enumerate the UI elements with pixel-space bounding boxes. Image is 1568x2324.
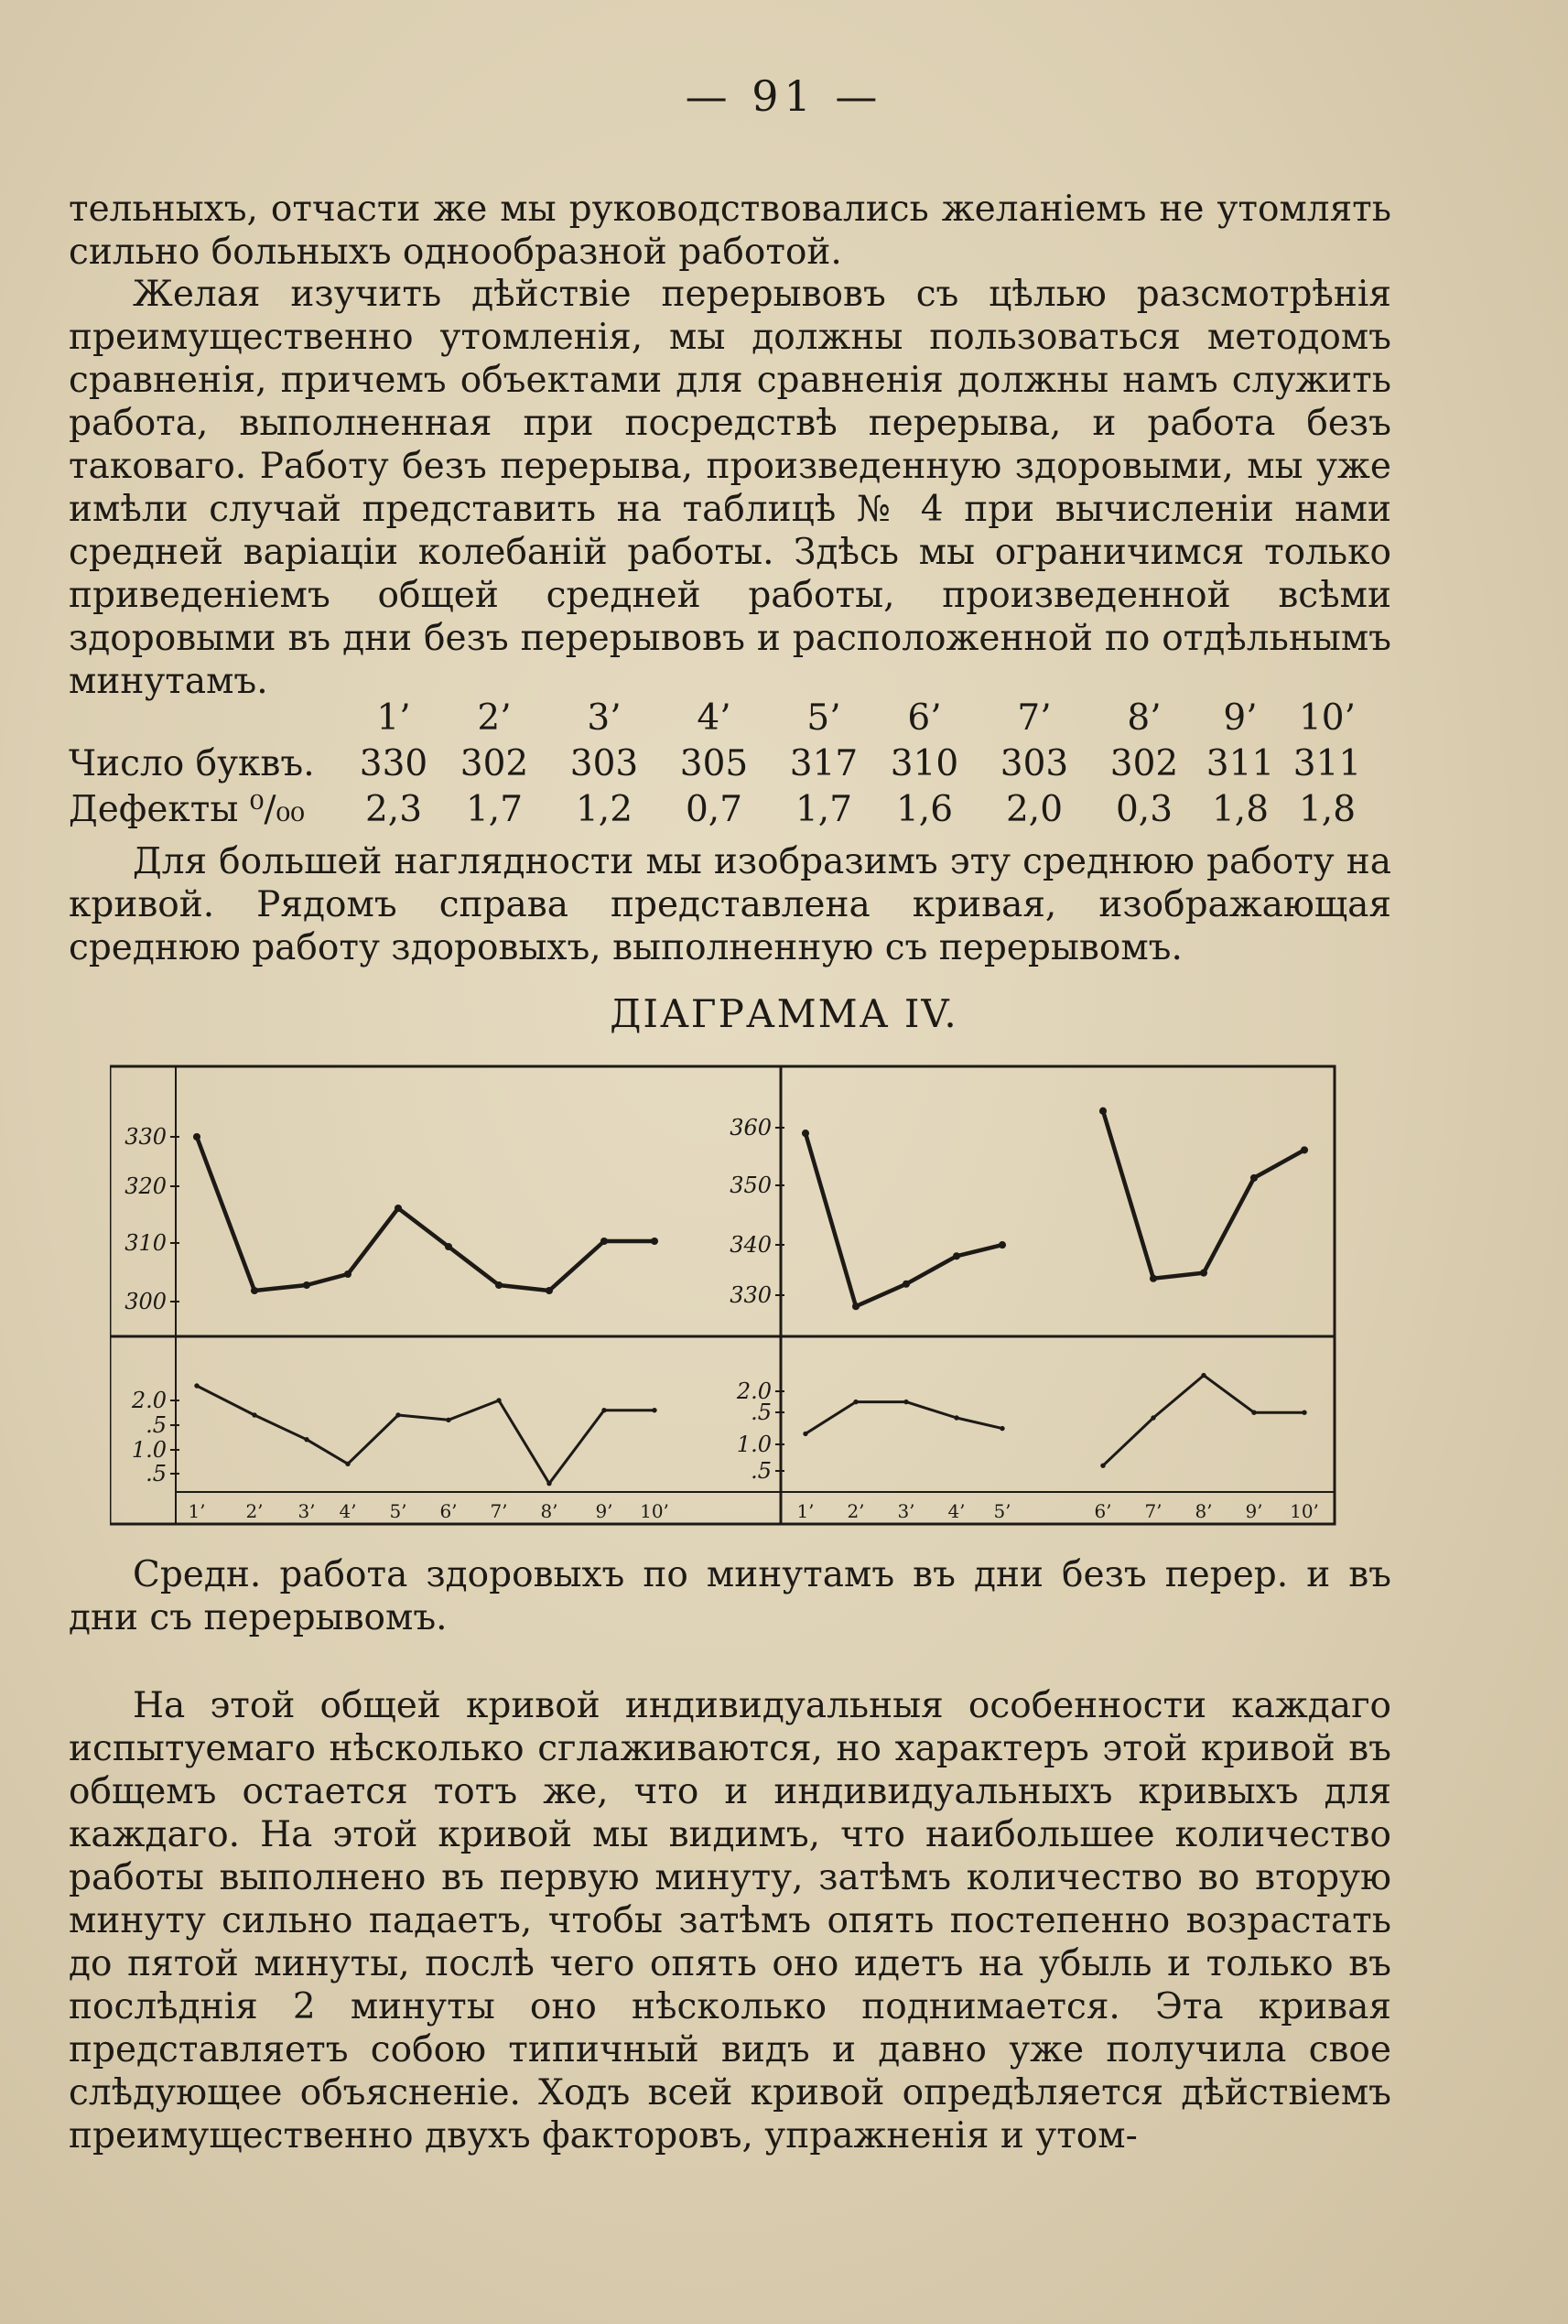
data-point [345, 1462, 350, 1466]
x-tick-label: 7’ [490, 1500, 508, 1522]
data-point [495, 1281, 503, 1289]
right-letters-curve-b [1103, 1111, 1304, 1279]
data-point [1099, 1108, 1107, 1115]
data-point [802, 1130, 809, 1137]
table-cell: 303 [1000, 743, 1069, 784]
x-tick-label: 7’ [1144, 1500, 1162, 1522]
x-tick-label: 10’ [640, 1500, 669, 1522]
data-point [953, 1252, 960, 1259]
x-tick-label: 3’ [897, 1500, 915, 1522]
data-point [304, 1437, 308, 1442]
left-defects-curve [197, 1386, 654, 1484]
table-row-letters [69, 741, 1391, 787]
table-cell: 330 [359, 743, 428, 784]
data-point [496, 1398, 501, 1402]
paragraph-4 [69, 1684, 1391, 2157]
data-point [954, 1415, 958, 1420]
data-point [1302, 1411, 1306, 1415]
minute-header: 8’ [1127, 697, 1162, 739]
table-cell: 305 [679, 743, 749, 784]
data-point [1200, 1270, 1207, 1277]
data-table [69, 696, 1391, 833]
right-panel [730, 1108, 1319, 1522]
data-point [601, 1408, 606, 1412]
data-point [1301, 1146, 1308, 1153]
right-defects-tick-label: .5 [751, 1400, 772, 1425]
data-point [546, 1481, 551, 1486]
data-point [1250, 1174, 1258, 1182]
table-cell: 2,3 [364, 789, 423, 830]
paragraph-2-text: Желая изучить дѣйствіе перерывовъ съ цѣлью разсмотрѣнія преимущественно утомленія, мы должны пользоваться методомъ сравненія, причемъ объектами для сравненія должны намъ служить работа, выполненная при посредствѣ перерыва, и работа безъ таковаго. Работу безъ перерыва, произведенную здоровыми, мы уже имѣли случай представить на таблицѣ № 4 при вычисленіи нами средней варіаціи колебаній работы. Здѣсь мы ограничимся только приведеніемъ общей средней работы, произведенной всѣми здоровыми въ дни безъ перерывовъ и расположенной по отдѣльнымъ минутамъ. [69, 274, 1391, 702]
table-cell: 1,7 [465, 789, 524, 830]
x-tick-label: 3’ [297, 1500, 316, 1522]
diagram-caption [69, 1553, 1391, 1639]
x-tick-label: 8’ [540, 1500, 558, 1522]
right-letters-curve-a [806, 1133, 1002, 1306]
table-cell: 0,3 [1115, 789, 1173, 830]
minute-header: 4’ [697, 697, 731, 739]
left-letters-tick-label: 310 [124, 1230, 167, 1256]
table-cell: 311 [1292, 743, 1362, 784]
table-cell: 1,7 [795, 789, 853, 830]
data-point [652, 1408, 656, 1412]
x-tick-label: 5’ [993, 1500, 1011, 1522]
paragraph-3-text: Для большей наглядности мы изобразимъ эту среднюю работу на кривой. Рядомъ справа представлена кривая, изображающая среднюю работу здоровыхъ, выполненную съ перерывомъ. [69, 841, 1391, 968]
left-letters-tick-label: 330 [124, 1124, 167, 1150]
data-point [445, 1243, 452, 1250]
table-cell: 1,8 [1298, 789, 1357, 830]
right-letters-tick-label: 360 [730, 1115, 772, 1140]
table-cell: 2,0 [1005, 789, 1064, 830]
data-point [852, 1303, 860, 1310]
paragraph-2 [69, 273, 1391, 703]
data-point [395, 1412, 400, 1417]
minute-header: 6’ [907, 697, 942, 739]
table-cell: 302 [1109, 743, 1179, 784]
diagram-title: ДІАГРАММА IV. [610, 991, 958, 1036]
diagram-iv [110, 1062, 1336, 1529]
data-point [446, 1418, 450, 1422]
right-letters-tick-label: 330 [730, 1282, 772, 1308]
left-defects-tick-label: .5 [146, 1461, 167, 1486]
x-tick-label: 2’ [245, 1500, 264, 1522]
left-defects-tick-label: 1.0 [131, 1437, 167, 1463]
table-cell: 303 [569, 743, 639, 784]
paragraph-1-text: тельныхъ, отчасти же мы руководствовались желаніемъ не утомлять сильно больныхъ однообразной работой. [69, 189, 1391, 273]
x-tick-label: 6’ [1094, 1500, 1112, 1522]
x-tick-label: 1’ [796, 1500, 815, 1522]
minute-header: 1’ [376, 697, 411, 739]
paragraph-3 [69, 840, 1391, 969]
left-letters-tick-label: 320 [124, 1173, 167, 1199]
x-tick-label: 1’ [188, 1500, 206, 1522]
data-point [903, 1281, 910, 1288]
page-number: — 91 — [685, 71, 883, 121]
x-tick-label: 10’ [1290, 1500, 1319, 1522]
table-header-row [69, 696, 1391, 741]
data-point [303, 1281, 310, 1289]
table-cell: 317 [789, 743, 859, 784]
left-defects-tick-label: 2.0 [131, 1388, 167, 1413]
x-tick-label: 9’ [1245, 1500, 1263, 1522]
diagram-border [110, 1066, 1335, 1524]
data-point [853, 1400, 858, 1404]
data-point [546, 1287, 553, 1294]
left-panel [124, 1124, 669, 1522]
data-point [1150, 1275, 1157, 1282]
row-label: Дефекты ⁰/₀₀ [69, 789, 305, 830]
data-point [252, 1412, 256, 1417]
x-tick-label: 4’ [339, 1500, 357, 1522]
minute-header: 2’ [477, 697, 512, 739]
x-tick-label: 9’ [595, 1500, 613, 1522]
right-letters-tick-label: 340 [730, 1232, 772, 1258]
right-defects-tick-label: 1.0 [736, 1432, 772, 1457]
paragraph-4-text: На этой общей кривой индивидуальныя особенности каждаго испытуемаго нѣсколько сглаживаются, но характеръ этой кривой въ общемъ остается тотъ же, что и индивидуальныхъ кривыхъ для каждаго. На этой кривой мы видимъ, что наибольшее количество работы выполнено въ первую минуту, затѣмъ количество во вторую минуту сильно падаетъ, чтобы затѣмъ опять постепенно возрастать до пятой минуты, послѣ чего опять оно идетъ на убыль и только въ послѣднія 2 минуты оно нѣсколько поднимается. Эта кривая представляетъ собою типичный видъ и давно уже получила свое слѣдующее объясненіе. Ходъ всей кривой опредѣляется дѣйствіемъ преимущественно двухъ факторовъ, упражненія и утом- [69, 1685, 1391, 2156]
x-tick-label: 2’ [847, 1500, 865, 1522]
data-point [251, 1287, 258, 1294]
minute-header: 9’ [1223, 697, 1258, 739]
x-tick-label: 8’ [1195, 1500, 1213, 1522]
data-point [194, 1383, 199, 1388]
minute-header: 7’ [1017, 697, 1052, 739]
data-point [600, 1238, 608, 1245]
data-point [903, 1400, 908, 1404]
data-point [1201, 1373, 1206, 1378]
right-defects-tick-label: 2.0 [736, 1378, 772, 1404]
x-tick-label: 5’ [389, 1500, 407, 1522]
table-cell: 1,6 [895, 789, 954, 830]
data-point [803, 1432, 807, 1436]
table-cell: 1,2 [575, 789, 633, 830]
data-point [395, 1205, 402, 1212]
row-label: Число буквъ. [69, 743, 315, 784]
data-point [193, 1133, 200, 1140]
table-cell: 302 [460, 743, 529, 784]
data-point [999, 1241, 1006, 1248]
right-letters-tick-label: 350 [730, 1173, 772, 1198]
table-row-defects [69, 787, 1391, 833]
table-cell: 310 [890, 743, 959, 784]
table-cell: 0,7 [685, 789, 743, 830]
left-defects-tick-label: .5 [146, 1412, 167, 1438]
table-cell: 1,8 [1211, 789, 1270, 830]
data-point [651, 1238, 658, 1245]
data-point [1251, 1411, 1256, 1415]
table-cell: 311 [1206, 743, 1275, 784]
right-defects-tick-label: .5 [751, 1458, 772, 1484]
right-defects-curve-a [806, 1402, 1002, 1434]
data-point [1000, 1426, 1004, 1431]
minute-header: 5’ [806, 697, 841, 739]
data-point [344, 1270, 351, 1278]
data-point [1100, 1464, 1105, 1468]
x-tick-label: 6’ [439, 1500, 458, 1522]
diagram-caption-text: Средн. работа здоровыхъ по минутамъ въ дни безъ перер. и въ дни съ перерывомъ. [69, 1554, 1391, 1638]
minute-header: 3’ [587, 697, 622, 739]
paragraph-1 [69, 188, 1391, 274]
right-defects-curve-b [1103, 1376, 1304, 1466]
left-letters-tick-label: 300 [124, 1289, 167, 1314]
minute-header: 10’ [1298, 697, 1357, 739]
data-point [1151, 1415, 1155, 1420]
diagram-frame [110, 1066, 1335, 1524]
left-letters-curve [197, 1137, 654, 1291]
x-tick-label: 4’ [947, 1500, 966, 1522]
